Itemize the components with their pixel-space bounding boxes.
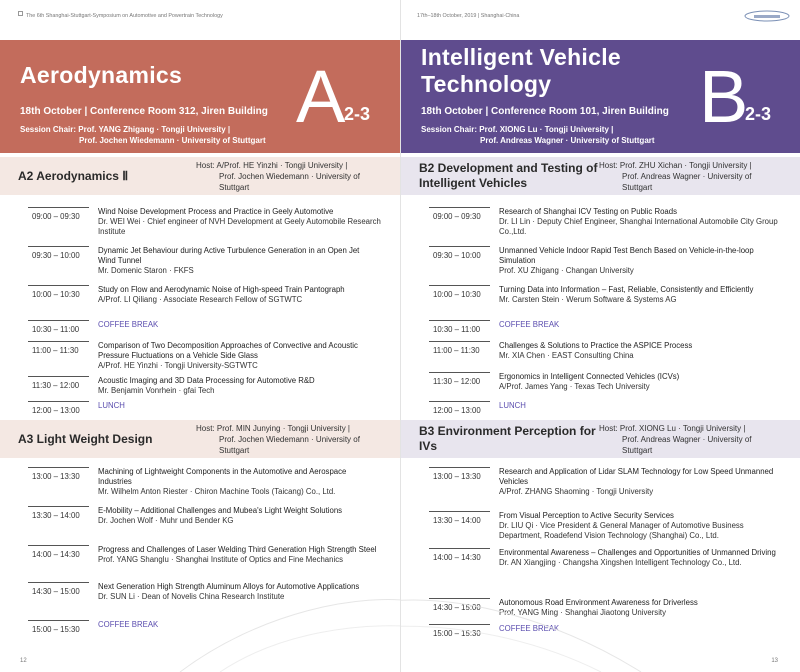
talk-title: Turning Data into Information – Fast, Reliable, Consistently and Efficiently bbox=[499, 285, 754, 294]
time-slot: 10:30 – 11:00 bbox=[433, 325, 481, 334]
host-line-3: Stuttgart bbox=[622, 183, 653, 192]
host-label: Host: bbox=[196, 161, 215, 170]
host-line-2: Prof. Jochen Wiedemann · University of bbox=[219, 172, 360, 181]
talk-title: Wind Noise Development Process and Practice in Geely Automotive bbox=[98, 207, 334, 216]
talk-title: Study on Flow and Aerodynamic Noise of High-speed Train Pantograph bbox=[98, 285, 345, 294]
symposium-logo-icon bbox=[742, 9, 792, 23]
time-slot: 10:30 – 11:00 bbox=[32, 325, 80, 334]
time-slot: 15:00 – 15:30 bbox=[433, 629, 481, 638]
talk-title: Progress and Challenges of Laser Welding Third Generation High Strength Steel bbox=[98, 545, 377, 554]
talk-title: Research of Shanghai ICV Testing on Public Roads bbox=[499, 207, 677, 216]
speaker: Mr. Carsten Stein · Werum Software & Systems AG bbox=[499, 295, 677, 304]
speaker: A/Prof. ZHANG Shaoming · Tongji University bbox=[499, 487, 654, 496]
talk-title: Acoustic Imaging and 3D Data Processing for Automotive R&D bbox=[98, 376, 315, 385]
section-header-a2 bbox=[0, 157, 400, 195]
session-date: 18th October | Conference Room 101, Jiren Building bbox=[421, 106, 669, 117]
time-divider bbox=[28, 376, 89, 377]
time-slot: 15:00 – 15:30 bbox=[32, 625, 80, 634]
time-divider bbox=[28, 545, 89, 546]
host-label: Host: bbox=[196, 424, 215, 433]
talk-title: Autonomous Road Environment Awareness for Driverless bbox=[499, 598, 698, 607]
chair-line-1: Prof. YANG Zhigang · Tongji University | bbox=[78, 125, 231, 134]
host-line-3: Stuttgart bbox=[622, 446, 653, 455]
time-divider bbox=[429, 320, 490, 321]
time-slot: 09:30 – 10:00 bbox=[433, 251, 481, 260]
time-divider bbox=[28, 467, 89, 468]
time-divider bbox=[28, 246, 89, 247]
decorative-curves bbox=[0, 552, 400, 672]
section-header-b2 bbox=[401, 157, 800, 195]
talk-title: E-Mobility – Additional Challenges and Mubea's Light Weight Solutions bbox=[98, 506, 343, 515]
page-number: 13 bbox=[771, 658, 778, 664]
time-divider bbox=[28, 341, 89, 342]
speaker: Dr. WEI Wei · Chief engineer of NVH Development at Geely Automobile Research Institute bbox=[98, 217, 381, 236]
speaker: Mr. XIA Chen · EAST Consulting China bbox=[499, 351, 634, 360]
time-slot: 13:00 – 13:30 bbox=[433, 472, 481, 481]
session-date: 18th October | Conference Room 312, Jiren Building bbox=[20, 106, 268, 117]
time-slot: 12:00 – 13:00 bbox=[32, 406, 80, 415]
time-divider bbox=[429, 511, 490, 512]
session-letter: A bbox=[296, 55, 346, 138]
section-host bbox=[196, 423, 360, 456]
session-title: Aerodynamics bbox=[20, 62, 183, 88]
speaker: Mr. Wilhelm Anton Riester · Chiron Machine Tools (Taicang) Co., Ltd. bbox=[98, 487, 336, 496]
host-line-2: Prof. Andreas Wagner · University of bbox=[622, 172, 752, 181]
speaker: Dr. LIU Qi · Vice President & General Manager of Automotive Business Department, Roadefend Vision Technology (Shanghai) Co., Ltd. bbox=[499, 521, 744, 540]
host-line-2: Prof. Jochen Wiedemann · University of bbox=[219, 435, 360, 444]
session-banner-b bbox=[401, 40, 800, 153]
speaker: Prof. YANG Shanglu · Shanghai Institute of Optics and Fine Mechanics bbox=[98, 555, 344, 564]
break-label: LUNCH bbox=[499, 401, 526, 410]
time-divider bbox=[429, 467, 490, 468]
time-divider bbox=[28, 620, 89, 621]
session-banner-a bbox=[0, 40, 400, 153]
section-title: B3 Environment Perception for IVs bbox=[419, 424, 596, 453]
break-label: LUNCH bbox=[98, 401, 125, 410]
time-slot: 14:30 – 15:00 bbox=[32, 587, 80, 596]
time-slot: 14:30 – 15:00 bbox=[433, 603, 481, 612]
header-square-icon bbox=[18, 11, 23, 16]
time-slot: 09:00 – 09:30 bbox=[32, 212, 80, 221]
section-host bbox=[599, 160, 752, 193]
break-label: COFFEE BREAK bbox=[98, 620, 159, 629]
talk-title: Next Generation High Strength Aluminum Alloys for Automotive Applications bbox=[98, 582, 360, 591]
section-header-a3 bbox=[0, 420, 400, 458]
time-divider bbox=[429, 624, 490, 625]
time-slot: 11:30 – 12:00 bbox=[433, 377, 481, 386]
time-divider bbox=[28, 582, 89, 583]
speaker: A/Prof. LI Qiliang · Associate Research Fellow of SGTWTC bbox=[98, 295, 303, 304]
host-line-1: Prof. XIONG Lu · Tongji University | bbox=[619, 424, 746, 433]
break-label: COFFEE BREAK bbox=[499, 624, 560, 633]
page-header: 17th–18th October, 2019 | Shanghai·China bbox=[417, 13, 520, 19]
time-divider bbox=[429, 372, 490, 373]
speaker: Dr. LI Lin · Deputy Chief Engineer, Shanghai International Automobile City Group Co.,Ltd. bbox=[499, 217, 778, 236]
time-divider bbox=[28, 320, 89, 321]
talk-title: Ergonomics in Intelligent Connected Vehicles (ICVs) bbox=[499, 372, 680, 381]
speaker: A/Prof. HE Yinzhi · Tongji University-SGTWTC bbox=[98, 361, 258, 370]
speaker: Dr. Jochen Wolf · Muhr und Bender KG bbox=[98, 516, 234, 525]
time-divider bbox=[429, 401, 490, 402]
talk-title: From Visual Perception to Active Security Services bbox=[499, 511, 674, 520]
time-divider bbox=[429, 598, 490, 599]
host-line-1: Prof. MIN Junying · Tongji University | bbox=[216, 424, 350, 433]
speaker: Mr. Benjamin Vonrhein · gfai Tech bbox=[98, 386, 215, 395]
speaker: Dr. AN Xiangjing · Changsha Xingshen Intelligent Technology Co., Ltd. bbox=[499, 558, 742, 567]
time-divider bbox=[429, 548, 490, 549]
section-header-b3 bbox=[401, 420, 800, 458]
talk-title: Dynamic Jet Behaviour during Active Turbulence Generation in an Open Jet Wind Tunnel bbox=[98, 246, 360, 265]
chair-line-1: Prof. XIONG Lu · Tongji University | bbox=[479, 125, 614, 134]
time-slot: 09:30 – 10:00 bbox=[32, 251, 80, 260]
time-divider bbox=[28, 207, 89, 208]
break-label: COFFEE BREAK bbox=[499, 320, 560, 329]
host-line-1: A/Prof. HE Yinzhi · Tongji University | bbox=[216, 161, 348, 170]
time-divider bbox=[429, 207, 490, 208]
time-slot: 10:00 – 10:30 bbox=[32, 290, 80, 299]
session-letter: B bbox=[699, 55, 749, 138]
time-slot: 13:30 – 14:00 bbox=[32, 511, 80, 520]
time-divider bbox=[28, 285, 89, 286]
session-sub: 2-3 bbox=[344, 104, 371, 124]
time-slot: 14:00 – 14:30 bbox=[433, 553, 481, 562]
time-slot: 12:00 – 13:00 bbox=[433, 406, 481, 415]
chair-line-2: Prof. Jochen Wiedemann · University of Stuttgart bbox=[79, 136, 266, 145]
page-number: 12 bbox=[20, 658, 27, 664]
section-host bbox=[599, 423, 752, 456]
chair-label: Session Chair: bbox=[421, 125, 478, 134]
talk-title: Unmanned Vehicle Indoor Rapid Test Bench Based on Vehicle-in-the-loop Simulation bbox=[499, 246, 754, 265]
host-line-3: Stuttgart bbox=[219, 183, 250, 192]
talk-title: Challenges & Solutions to Practice the ASPICE Process bbox=[499, 341, 693, 350]
host-line-1: Prof. ZHU Xichan · Tongji University | bbox=[619, 161, 752, 170]
time-divider bbox=[28, 401, 89, 402]
host-line-3: Stuttgart bbox=[219, 446, 250, 455]
host-label: Host: bbox=[599, 424, 618, 433]
talk-title: Comparison of Two Decomposition Approaches of Convective and Acoustic Pressure Fluctuations on a Vehicle Side Glass bbox=[98, 341, 358, 360]
session-title: Intelligent Vehicle Technology bbox=[421, 44, 621, 97]
time-divider bbox=[429, 246, 490, 247]
talk-title: Research and Application of Lidar SLAM Technology for Low Speed Unmanned Vehicles bbox=[499, 467, 774, 486]
time-divider bbox=[429, 285, 490, 286]
session-chair bbox=[20, 124, 266, 146]
speaker: A/Prof. James Yang · Texas Tech University bbox=[499, 382, 650, 391]
break-label: COFFEE BREAK bbox=[98, 320, 159, 329]
section-title: B2 Development and Testing of Intelligent Vehicles bbox=[419, 161, 598, 190]
time-slot: 09:00 – 09:30 bbox=[433, 212, 481, 221]
time-slot: 11:00 – 11:30 bbox=[433, 346, 480, 355]
session-chair bbox=[421, 124, 655, 146]
time-slot: 10:00 – 10:30 bbox=[433, 290, 481, 299]
section-host bbox=[196, 160, 360, 193]
speaker: Dr. SUN Li · Dean of Novelis China Research Institute bbox=[98, 592, 285, 601]
time-slot: 11:30 – 12:00 bbox=[32, 381, 80, 390]
section-title: A2 Aerodynamics Ⅱ bbox=[18, 169, 129, 183]
time-slot: 13:30 – 14:00 bbox=[433, 516, 481, 525]
speaker: Prof. XU Zhigang · Changan University bbox=[499, 266, 634, 275]
page-header: The 6th Shanghai-Stuttgart-Symposium on Automotive and Powertrain Technology bbox=[26, 13, 223, 19]
chair-line-2: Prof. Andreas Wagner · University of Stuttgart bbox=[480, 136, 655, 145]
talk-title: Environmental Awareness – Challenges and Opportunities of Unmanned Driving bbox=[499, 548, 776, 557]
time-slot: 11:00 – 11:30 bbox=[32, 346, 79, 355]
time-divider bbox=[28, 506, 89, 507]
section-title: A3 Light Weight Design bbox=[18, 432, 153, 446]
talk-title: Machining of Lightweight Components in the Automotive and Aerospace Industries bbox=[98, 467, 347, 486]
time-divider bbox=[429, 341, 490, 342]
chair-label: Session Chair: bbox=[20, 125, 77, 134]
speaker: Prof. YANG Ming · Shanghai Jiaotong University bbox=[499, 608, 666, 617]
session-sub: 2-3 bbox=[745, 104, 772, 124]
host-line-2: Prof. Andreas Wagner · University of bbox=[622, 435, 752, 444]
speaker: Mr. Domenic Staron · FKFS bbox=[98, 266, 194, 275]
right-page bbox=[400, 0, 800, 672]
time-slot: 13:00 – 13:30 bbox=[32, 472, 80, 481]
time-slot: 14:00 – 14:30 bbox=[32, 550, 80, 559]
host-label: Host: bbox=[599, 161, 618, 170]
